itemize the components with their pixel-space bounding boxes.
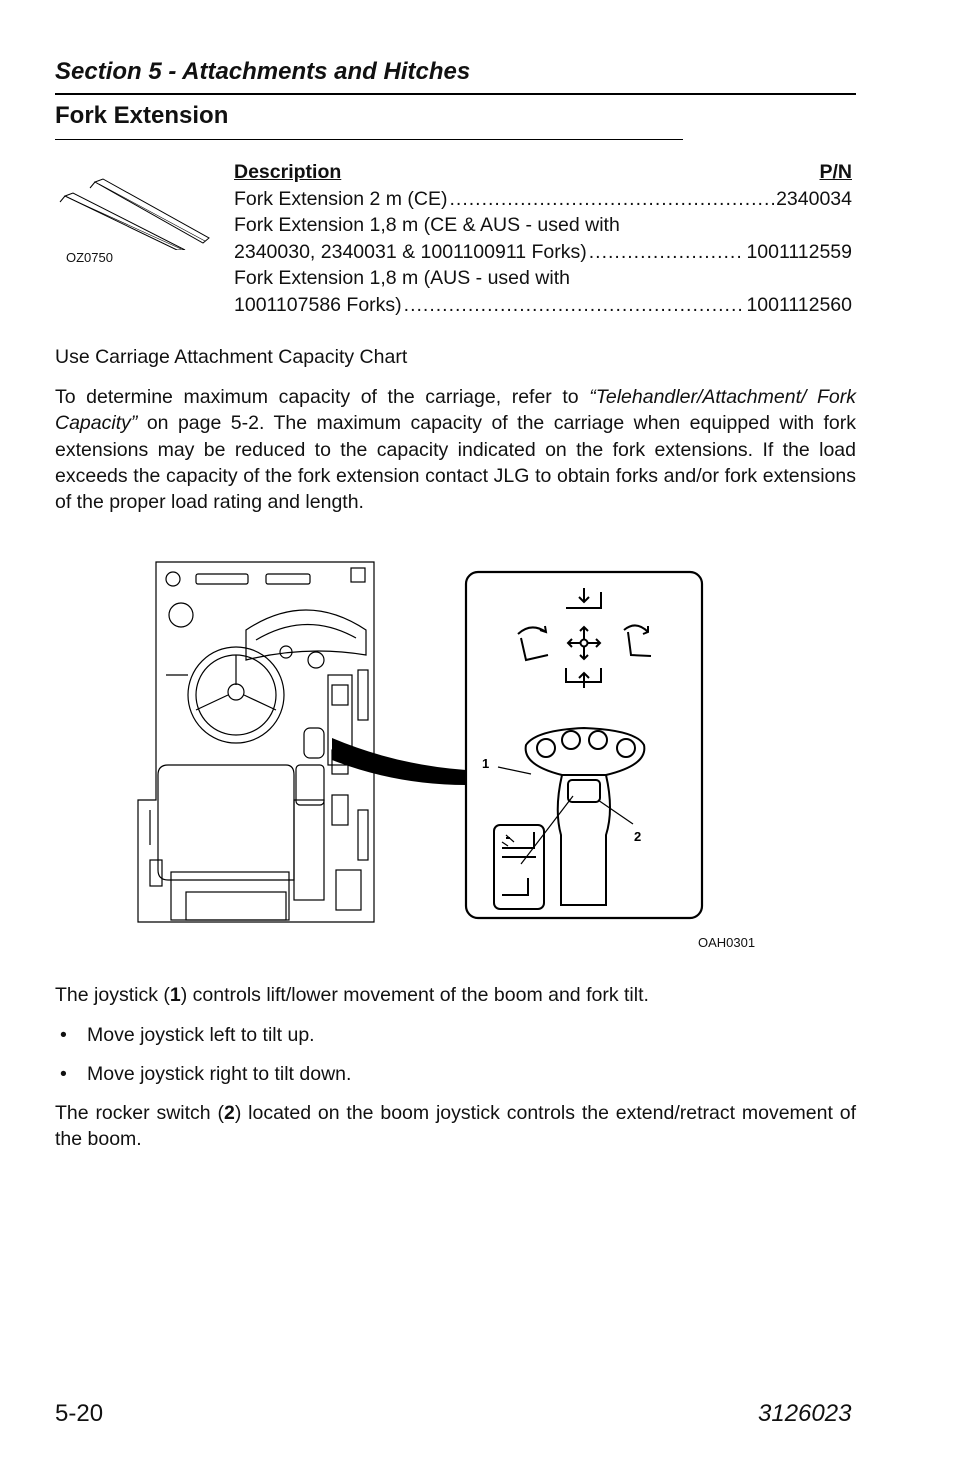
parts-table (234, 159, 852, 318)
rocker-switch-paragraph: The rocker switch (2) located on the boom joystick controls the extend/retract movement of the boom. (55, 1102, 857, 1151)
subsection-rule (55, 139, 683, 140)
table-row (234, 265, 852, 318)
callout-1: 1 (482, 756, 490, 771)
capacity-paragraph: To determine maximum capacity of the carriage, refer to “Telehandler/Attachment/ Fork Capacity” on page 5-2. The maximum capacity of the carriage when equipped with fork extensions may be reduced to the capacity indicated on the fork extensions. If the load exceeds the capacity of the fork extension contact JLG to obtain forks and/or fork extensions of the proper load rating and length. (55, 386, 856, 514)
document-number: 3126023 (758, 1400, 852, 1427)
joystick-paragraph: The joystick (1) controls lift/lower movement of the boom and fork tilt. (55, 984, 649, 1006)
row-part-number: 1001112560 (746, 293, 852, 316)
row-description: Fork Extension 2 m (CE) (234, 187, 448, 210)
header-rule (55, 93, 856, 95)
row-description: 1001107586 Forks) (234, 293, 402, 316)
page-number: 5-20 (55, 1400, 104, 1427)
tilt-bullet-list (60, 1022, 351, 1100)
pn-header: P/N (819, 161, 852, 183)
leader-dots (589, 239, 745, 266)
cab-joystick-diagram (136, 560, 706, 925)
row-part-number: 1001112559 (746, 240, 852, 263)
section-title: Section 5 - Attachments and Hitches (55, 58, 471, 85)
diagram-figure-code: OAH0301 (698, 935, 756, 950)
row-part-number: 2340034 (776, 187, 852, 210)
list-item: • Move joystick left to tilt up. (60, 1024, 315, 1046)
table-row (234, 186, 852, 213)
description-header: Description (234, 161, 342, 183)
parts-table-header (234, 159, 852, 186)
leader-dots (449, 186, 774, 213)
subsection-title: Fork Extension (55, 102, 229, 129)
row-description-line: Fork Extension 1,8 m (AUS - used with (234, 267, 570, 289)
capacity-chart-note: Use Carriage Attachment Capacity Chart (55, 346, 408, 368)
fork-extension-illustration (55, 170, 215, 250)
leader-dots (404, 292, 745, 319)
row-description-line: Fork Extension 1,8 m (CE & AUS - used with (234, 214, 620, 236)
cross-reference: “Telehandler/Attachment/ Fork Capacity” (55, 386, 856, 435)
fork-figure-code: OZ0750 (66, 250, 113, 265)
row-description: 2340030, 2340031 & 1001100911 Forks) (234, 240, 587, 263)
list-item: • Move joystick right to tilt down. (60, 1063, 352, 1085)
table-row (234, 212, 852, 265)
callout-2: 2 (634, 829, 642, 844)
